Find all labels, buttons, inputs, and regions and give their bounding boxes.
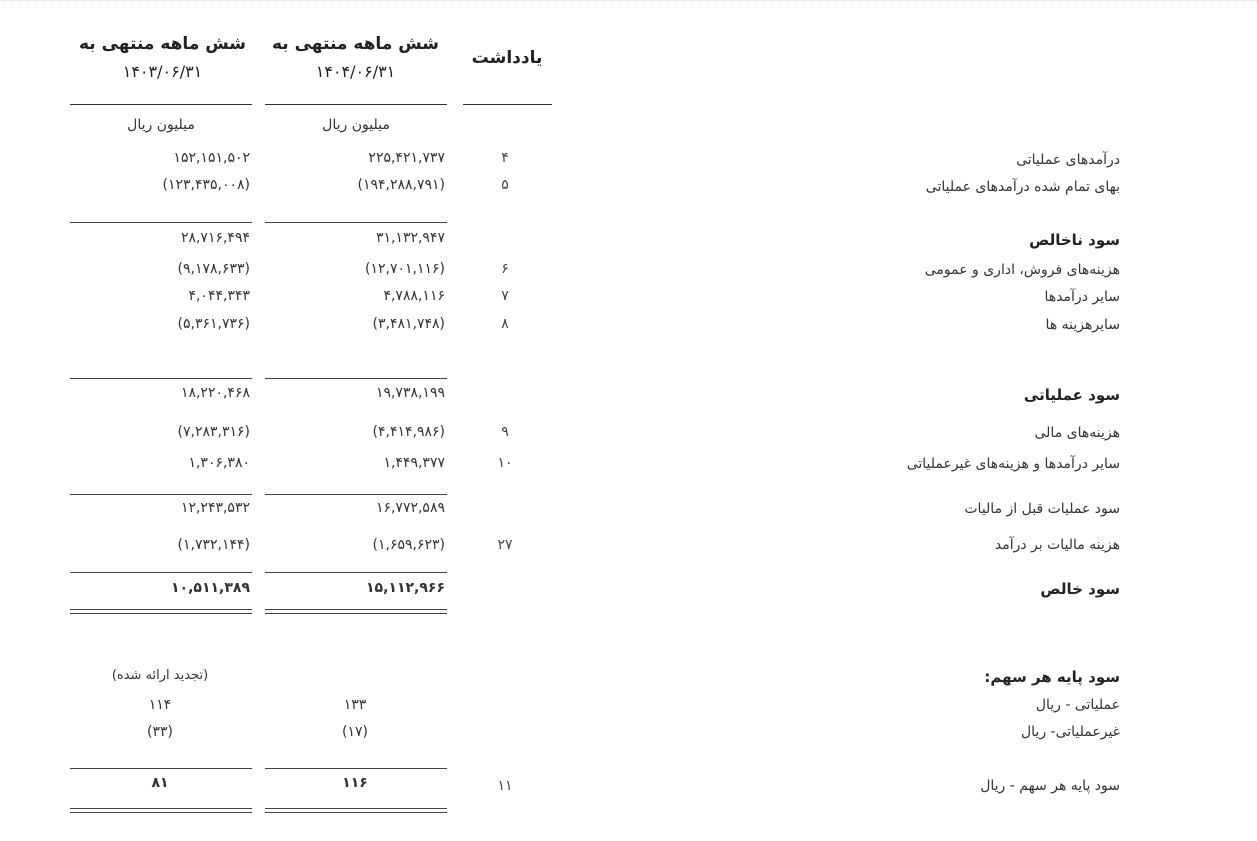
row-label: سود خالص xyxy=(1040,580,1120,598)
note-ref: ۵ xyxy=(501,177,509,193)
current-value: (۳,۴۸۱,۷۴۸) xyxy=(372,316,445,332)
total-double-rule xyxy=(265,609,447,614)
prior-value: ۸۱ xyxy=(151,775,169,791)
prior-value: ۱۲,۲۴۳,۵۳۲ xyxy=(180,500,250,516)
unit-prior: میلیون ریال xyxy=(127,117,195,133)
header-note-label: یادداشت xyxy=(471,48,543,68)
subtotal-rule xyxy=(265,222,447,223)
row-label: غیرعملیاتی- ریال xyxy=(1020,724,1120,740)
unit-current: میلیون ریال xyxy=(322,117,390,133)
prior-value: ۱۰,۵۱۱,۳۸۹ xyxy=(171,580,250,596)
subtotal-rule xyxy=(70,768,252,769)
header-current-date: ۱۴۰۴/۰۶/۳۱ xyxy=(315,62,396,81)
subtotal-rule xyxy=(265,494,447,495)
note-ref: ۲۷ xyxy=(497,537,513,553)
row-label: هزینه‌های مالی xyxy=(1034,425,1120,441)
prior-value: ۴,۰۴۴,۳۴۳ xyxy=(188,288,250,304)
header-rule-prior xyxy=(70,104,252,105)
row-label: سایرهزینه ها xyxy=(1045,317,1120,333)
prior-value: (۵,۳۶۱,۷۳۶) xyxy=(177,316,250,332)
row-label: هزینه‌های فروش، اداری و عمومی xyxy=(924,262,1120,278)
current-value: ۱۵,۱۱۲,۹۶۶ xyxy=(366,580,445,596)
current-value: ۱۱۶ xyxy=(342,775,368,791)
row-label: عملیاتی - ریال xyxy=(1035,697,1120,713)
subtotal-rule xyxy=(70,572,252,573)
row-label: سایر درآمدها و هزینه‌های غیرعملیاتی xyxy=(906,456,1120,472)
prior-value: (۱,۷۳۲,۱۴۴) xyxy=(177,537,250,553)
current-value: (۱,۶۵۹,۶۲۳) xyxy=(372,537,445,553)
current-value: (۱۲,۷۰۱,۱۱۶) xyxy=(365,261,445,277)
note-ref: ۴ xyxy=(501,150,509,166)
prior-value: (۷,۲۸۳,۳۱۶) xyxy=(177,424,250,440)
row-label: سود عملیات قبل از مالیات xyxy=(964,501,1120,517)
header-prior-period xyxy=(70,30,255,86)
eps-section-label: سود پایه هر سهم: xyxy=(984,668,1120,686)
current-value: (۴,۴۱۴,۹۸۶) xyxy=(372,424,445,440)
note-ref: ۹ xyxy=(501,424,509,440)
header-rule-current xyxy=(265,104,447,105)
current-value: ۱۹,۷۳۸,۱۹۹ xyxy=(375,385,445,401)
note-ref: ۷ xyxy=(501,288,509,304)
header-note xyxy=(462,44,552,72)
current-value: ۱۶,۷۷۲,۵۸۹ xyxy=(375,500,445,516)
row-label: سود ناخالص xyxy=(1029,231,1120,249)
total-double-rule xyxy=(265,808,447,813)
row-label: سایر درآمدها xyxy=(1044,289,1120,305)
note-ref: ۶ xyxy=(501,261,509,277)
subtotal-rule xyxy=(70,222,252,223)
restated-label: (تجدید ارائه شده) xyxy=(111,668,209,683)
header-current-period xyxy=(263,30,448,86)
current-value: ۱۳۳ xyxy=(343,697,367,713)
prior-value: ۱۸,۲۲۰,۴۶۸ xyxy=(180,385,250,401)
subtotal-rule xyxy=(265,378,447,379)
note-ref: ۸ xyxy=(501,316,509,332)
header-current-title: شش ماهه منتهی به xyxy=(271,34,440,54)
prior-value: ۲۸,۷۱۶,۴۹۴ xyxy=(180,230,250,246)
total-double-rule xyxy=(70,808,252,813)
prior-value: ۱۵۲,۱۵۱,۵۰۲ xyxy=(173,150,250,166)
row-label: درآمدهای عملیاتی xyxy=(1016,152,1120,168)
row-label: هزینه مالیات بر درآمد xyxy=(994,537,1120,553)
current-value: (۱۷) xyxy=(342,724,368,740)
header-prior-date: ۱۴۰۳/۰۶/۳۱ xyxy=(122,62,203,81)
current-value: ۳۱,۱۳۲,۹۴۷ xyxy=(375,230,445,246)
prior-value: ۱,۳۰۶,۳۸۰ xyxy=(188,455,250,471)
subtotal-rule xyxy=(70,494,252,495)
page-top-border xyxy=(0,0,1257,3)
row-label: سود پایه هر سهم - ریال xyxy=(980,778,1120,794)
header-rule-note xyxy=(463,104,552,105)
total-double-rule xyxy=(70,609,252,614)
current-value: (۱۹۴,۲۸۸,۷۹۱) xyxy=(357,177,445,193)
note-ref: ۱۱ xyxy=(497,778,513,794)
prior-value: (۱۲۳,۴۳۵,۰۰۸) xyxy=(162,177,250,193)
prior-value: ۱۱۴ xyxy=(148,697,172,713)
header-prior-title: شش ماهه منتهی به xyxy=(78,34,247,54)
prior-value: (۳۳) xyxy=(147,724,173,740)
note-ref: ۱۰ xyxy=(497,455,513,471)
current-value: ۱,۴۴۹,۳۷۷ xyxy=(383,455,445,471)
subtotal-rule xyxy=(265,572,447,573)
subtotal-rule xyxy=(70,378,252,379)
row-label: سود عملیاتی xyxy=(1023,386,1120,404)
current-value: ۲۲۵,۴۲۱,۷۳۷ xyxy=(368,150,445,166)
subtotal-rule xyxy=(265,768,447,769)
current-value: ۴,۷۸۸,۱۱۶ xyxy=(383,288,445,304)
prior-value: (۹,۱۷۸,۶۳۳) xyxy=(177,261,250,277)
row-label: بهای تمام شده درآمدهای عملیاتی xyxy=(925,179,1120,195)
